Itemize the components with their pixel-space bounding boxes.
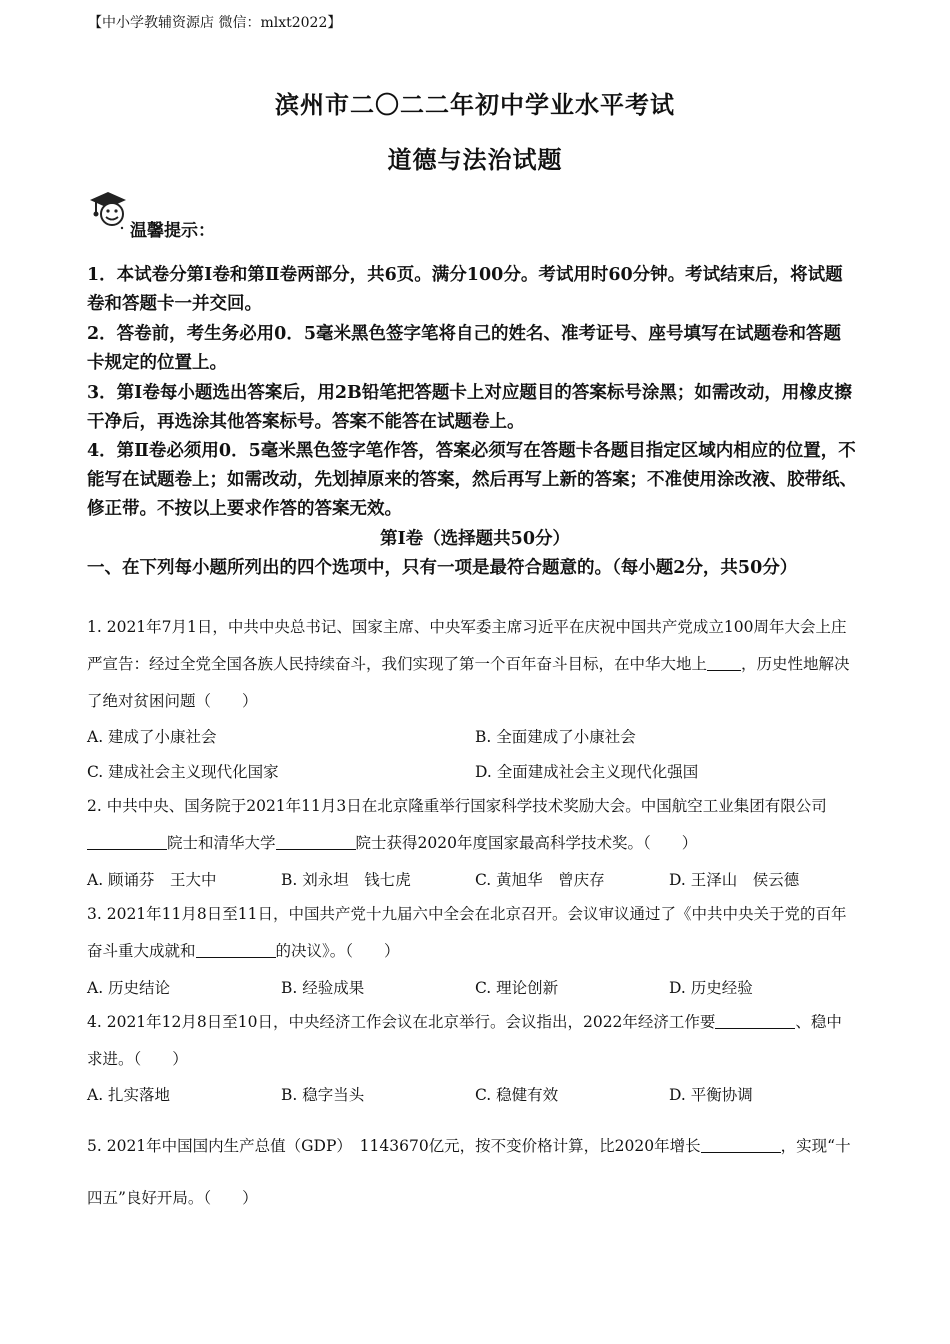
question-3-stem: [87, 896, 857, 970]
question-4-option-a[interactable]: A. 扎实落地: [87, 1086, 171, 1104]
answer-blank: [715, 1013, 795, 1030]
question-3-option-d[interactable]: D. 历史经验: [669, 979, 753, 997]
question-5-stem-a: 5. 2021年中国国内生产总值（GDP） 1143670亿元，按不变价格计算，比2020年增长: [87, 1137, 701, 1155]
question-4-stem-b: 、稳中求进。（ ）: [87, 1013, 842, 1068]
question-4-options: [87, 1083, 867, 1107]
question-1-options-row2: [87, 760, 867, 784]
exam-title: 滨州市二〇二二年初中学业水平考试: [275, 90, 675, 119]
notice-1: 1．本试卷分第Ⅰ卷和第Ⅱ卷两部分，共6页。满分100分。考试用时60分钟。考试结束后，将试题卷和答题卡一并交回。: [87, 265, 843, 314]
question-2-option-d[interactable]: D. 王泽山 侯云德: [669, 871, 800, 889]
question-3-option-b[interactable]: B. 经验成果: [281, 979, 365, 997]
answer-blank: [87, 834, 167, 851]
question-3-option-c[interactable]: C. 理论创新: [475, 979, 559, 997]
part-heading: 一、在下列每小题所列出的四个选项中，只有一项是最符合题意的。（每小题2分，共50分）: [87, 558, 798, 578]
question-2-options: [87, 868, 867, 892]
question-1-stem-b: ，历史性地解决了绝对贫困问题（ ）: [87, 655, 850, 710]
question-1-option-c[interactable]: C. 建成社会主义现代化国家: [87, 763, 279, 781]
question-2-stem-a: 2. 中共中央、国务院于2021年11月3日在北京隆重举行国家科学技术奖励大会。中国航空工业集团有限公司: [87, 797, 827, 815]
question-2-stem-c: 院士获得2020年度国家最高科学技术奖。（ ）: [355, 834, 698, 852]
question-5-stem-b: ，实现“十四五”良好开局。（ ）: [87, 1137, 851, 1207]
question-3-options: [87, 976, 867, 1000]
notice-2: 2．答卷前，考生务必用0．5毫米黑色签字笔将自己的姓名、准考证号、座号填写在试题卷和答题卡规定的位置上。: [87, 324, 842, 373]
question-4-stem-a: 4. 2021年12月8日至10日，中央经济工作会议在北京举行。会议指出，2022年经济工作要: [87, 1013, 716, 1031]
header-note: 【中小学教辅资源店 微信：mlxt2022】: [88, 15, 342, 31]
tips-header: [88, 188, 288, 241]
section-title: 第Ⅰ卷（选择题共50分）: [379, 529, 571, 549]
question-1-option-d[interactable]: D. 全面建成社会主义现代化强国: [475, 763, 699, 781]
answer-blank: [701, 1137, 781, 1154]
question-1-option-a[interactable]: A. 建成了小康社会: [87, 728, 217, 746]
question-2-stem: [87, 788, 857, 862]
question-4-option-d[interactable]: D. 平衡协调: [669, 1086, 753, 1104]
question-3-stem-a: 3. 2021年11月8日至11日，中国共产党十九届六中全会在北京召开。会议审议通过了《中共中央关于党的百年奋斗重大成就和: [87, 905, 847, 960]
question-2-option-a[interactable]: A. 顾诵芬 王大中: [87, 871, 217, 889]
graduate-smiley-icon: [88, 188, 132, 236]
question-2-option-c[interactable]: C. 黄旭华 曾庆存: [475, 871, 605, 889]
question-1-stem-a: 1. 2021年7月1日，中共中央总书记、国家主席、中央军委主席习近平在庆祝中国共产党成立100周年大会上庄严宣告：经过全党全国各族人民持续奋斗，我们实现了第一个百年奋斗目标，在中华大地上: [87, 618, 847, 673]
answer-blank: [196, 942, 276, 959]
notice-4: 4．第Ⅱ卷必须用0．5毫米黑色签字笔作答，答案必须写在答题卡各题目指定区域内相应的位置，不能写在试题卷上；如需改动，先划掉原来的答案，然后再写上新的答案；不准使用涂改液、胶带纸、修正带。不按以上要求作答的答案无效。: [87, 441, 857, 519]
question-5-stem: [87, 1120, 857, 1224]
question-1-stem: [87, 609, 857, 720]
question-3-stem-b: 的决议》。（ ）: [275, 942, 400, 960]
question-4-option-c[interactable]: C. 稳健有效: [475, 1086, 559, 1104]
question-2-option-b[interactable]: B. 刘永坦 钱七虎: [281, 871, 411, 889]
question-3-option-a[interactable]: A. 历史结论: [87, 979, 171, 997]
exam-subtitle: 道德与法治试题: [387, 145, 563, 174]
question-1-option-b[interactable]: B. 全面建成了小康社会: [475, 728, 636, 746]
answer-blank: [276, 834, 356, 851]
notice-3: 3．第Ⅰ卷每小题选出答案后，用2B铅笔把答题卡上对应题目的答案标号涂黑；如需改动，用橡皮擦干净后，再选涂其他答案标号。答案不能答在试题卷上。: [87, 383, 852, 432]
question-4-stem: [87, 1004, 857, 1078]
question-1-options-row1: [87, 725, 867, 749]
answer-blank: [707, 655, 741, 672]
question-4-option-b[interactable]: B. 稳字当头: [281, 1086, 365, 1104]
question-2-stem-b: 院士和清华大学: [167, 834, 276, 852]
tips-label: 温馨提示：: [130, 221, 215, 241]
